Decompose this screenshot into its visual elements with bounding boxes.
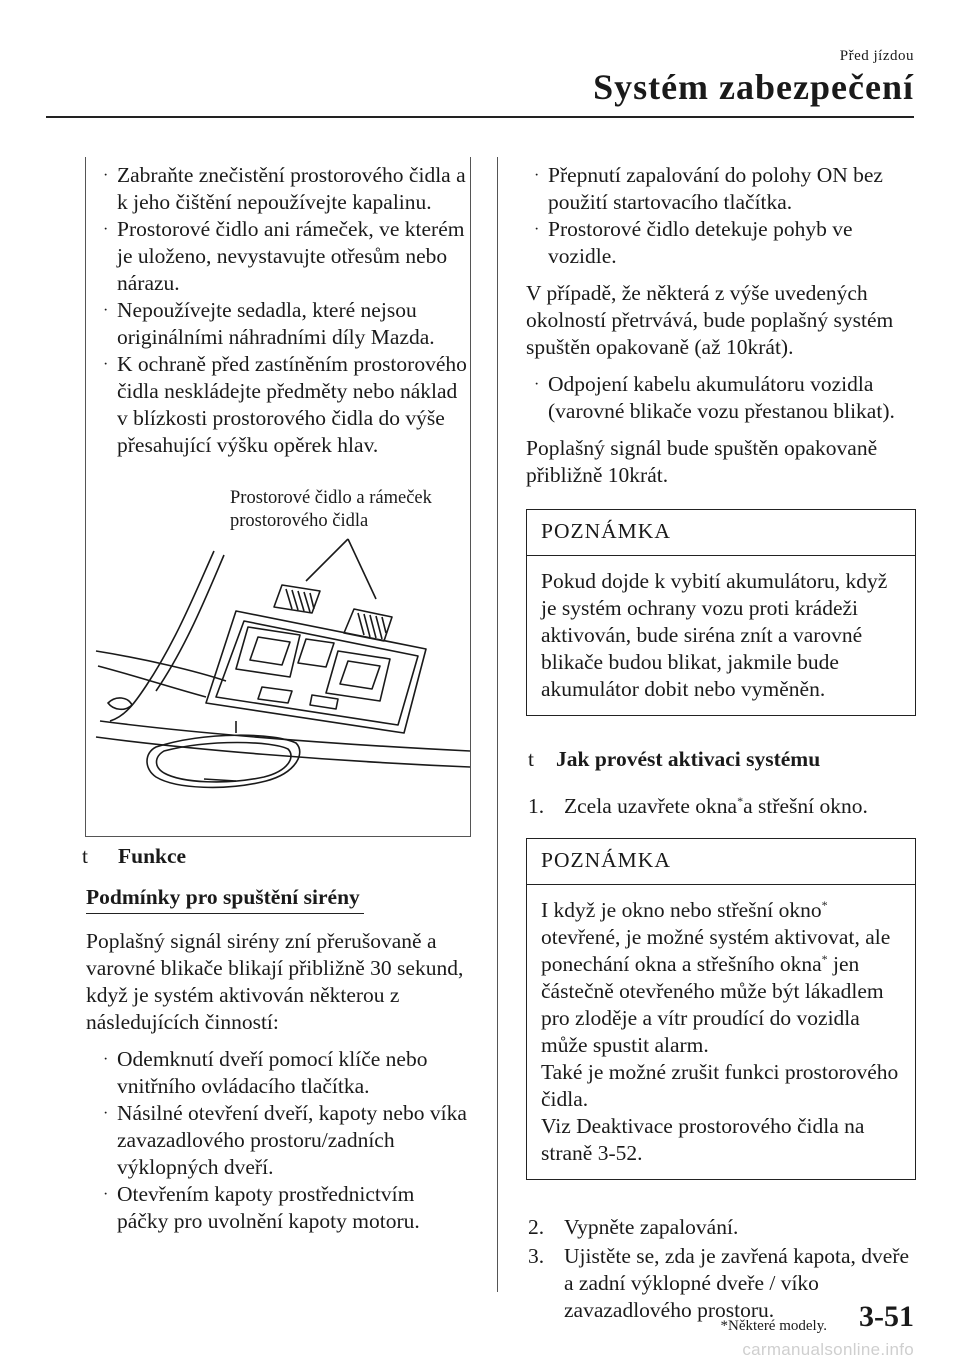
bullet-item: · Přepnutí zapalování do polohy ON bez použití startovacího tlačítka. (534, 163, 883, 214)
bullet-item: · Nepoužívejte sedadla, které nejsou originálními náhradními díly Mazda. (103, 298, 435, 349)
bullet-item: · Násilné otevření dveří, kapoty nebo víka zavazadlového prostoru/zadních výklopných dveří. (103, 1101, 467, 1179)
left-column (82, 162, 470, 1235)
note-title: POZNÁMKA (527, 510, 915, 556)
figure-frame-right (470, 157, 471, 837)
step-item: 2. Vypněte zapalování. (528, 1215, 739, 1239)
step-item: 3. Ujistěte se, zda je zavřená kapota, dveře a zadní výklopné dveře / víko zavazadlového prostoru. (528, 1244, 910, 1322)
bullet-item: · K ochraně před zastíněním prostorového čidla neskládejte předměty nebo náklad v blízkosti prostorového čidla do výše přesahující výšku opěrek hlav. (103, 352, 467, 457)
note-title: POZNÁMKA (527, 839, 915, 885)
footnote: *Některé modely. (720, 1318, 827, 1334)
bullet-item: · Otevřením kapoty prostřednictvím páčky pro uvolnění kapoty motoru. (103, 1182, 420, 1233)
subsection-heading: Podmínky pro spuštění sirény (86, 884, 364, 914)
note-box (526, 509, 916, 716)
header-rule (46, 116, 914, 118)
bullet-item: · Zabraňte znečistění prostorového čidla a k jeho čištění nepoužívejte kapalinu. (103, 163, 466, 214)
body-paragraph: Poplašný signál sirény zní přerušovaně a varovné blikače blikají přibližně 30 sekund, když je systém aktivován některou z následujících činností: (86, 929, 464, 1034)
body-paragraph: Poplašný signál bude spuštěn opakovaně přibližně 10krát. (526, 436, 878, 487)
note-body: I když je okno nebo střešní okno* otevřené, je možné systém aktivovat, ale ponechání okna a střešního okna* jen částečně otevřeného může být lákadlem pro zloděje a vítr proudící do vozidla může spustit alarm. Také je možné zrušit funkci prostorového čidla. Viz Deaktivace prostorového čidla na straně 3-52. (541, 897, 899, 1165)
watermark: carmanualsonline.info (742, 1340, 914, 1359)
column-separator (497, 157, 498, 1292)
page-title: Systém zabezpečení (593, 67, 914, 107)
sensor-illustration (86, 481, 470, 797)
header-section-label: Před jízdou (839, 48, 914, 64)
step-item: 1. Zcela uzavřete okna*a střešní okno. (528, 793, 868, 818)
bullet-item: · Odemknutí dveří pomocí klíče nebo vnitřního ovládacího tlačítka. (103, 1047, 428, 1098)
right-column (526, 162, 916, 1324)
page-number: 3-51 (859, 1300, 914, 1333)
note-body: Pokud dojde k vybití akumulátoru, když je systém ochrany vozu proti krádeži aktivován, bude siréna znít a varovné blikače budou blikat, jakmile bude akumulátor dobit nebo vyměněn. (541, 569, 888, 701)
figure-caption: Prostorové čidlo a rámeček prostorového čidla (230, 488, 432, 531)
bullet-item: · Odpojení kabelu akumulátoru vozidla (varovné blikače vozu přestanou blikat). (534, 372, 895, 423)
bullet-item: · Prostorové čidlo detekuje pohyb ve vozidle. (534, 217, 853, 268)
note-box (526, 838, 916, 1180)
section-heading-function: t Funkce (82, 844, 187, 868)
section-heading-activation: t Jak provést aktivaci systému (528, 747, 821, 771)
bullet-item: · Prostorové čidlo ani rámeček, ve kterém je uloženo, nevystavujte otřesům nebo nárazu. (103, 217, 465, 295)
body-paragraph: V případě, že některá z výše uvedených okolností přetrvává, bude poplašný systém spuštěn opakovaně (až 10krát). (526, 281, 894, 359)
